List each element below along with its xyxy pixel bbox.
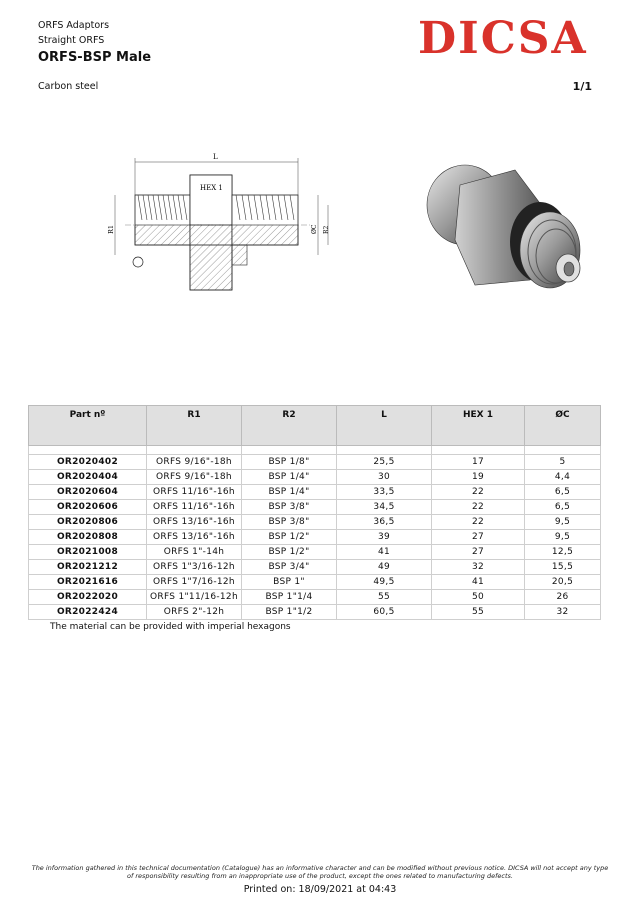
cell-r1: ORFS 9/16"-18h (147, 470, 242, 485)
cell-oc: 9,5 (525, 530, 601, 545)
cell-hex: 27 (432, 530, 525, 545)
company-logo: DICSA (418, 13, 588, 64)
cell-hex: 22 (432, 500, 525, 515)
hex-label: HEX 1 (200, 184, 223, 192)
table-header-row (29, 406, 601, 446)
cell-r1: ORFS 13/16"-16h (147, 515, 242, 530)
cell-l: 34,5 (337, 500, 432, 515)
cell-part: OR2020606 (29, 500, 147, 515)
table-row (29, 470, 601, 485)
cell-r1: ORFS 1"3/16-12h (147, 560, 242, 575)
page-number: 1/1 (572, 80, 592, 93)
technical-drawing (100, 150, 350, 300)
table-row (29, 515, 601, 530)
cell-r1: ORFS 9/16"-18h (147, 455, 242, 470)
cell-hex: 19 (432, 470, 525, 485)
cell-r1: ORFS 1"-14h (147, 545, 242, 560)
cell-l: 39 (337, 530, 432, 545)
cell-oc: 5 (525, 455, 601, 470)
disclaimer (30, 864, 610, 880)
col-part: Part nº (29, 406, 147, 446)
table-row (29, 575, 601, 590)
disclaimer-line-1: The information gathered in this technical documentation (Catalogue) has an informative character and can be modified without previous notice. DICSA will not accept any type (31, 864, 609, 872)
table-row (29, 590, 601, 605)
cell-r1: ORFS 1"7/16-12h (147, 575, 242, 590)
cell-oc: 9,5 (525, 515, 601, 530)
cell-r2: BSP 1/8" (242, 455, 337, 470)
cell-r1: ORFS 1"11/16-12h (147, 590, 242, 605)
cell-part: OR2022424 (29, 605, 147, 620)
table-spacer (29, 446, 601, 455)
cell-oc: 6,5 (525, 485, 601, 500)
cell-part: OR2020806 (29, 515, 147, 530)
page-title: ORFS-BSP Male (38, 50, 152, 65)
cell-l: 55 (337, 590, 432, 605)
col-r1: R1 (147, 406, 242, 446)
table-row (29, 530, 601, 545)
cell-l: 30 (337, 470, 432, 485)
cell-r2: BSP 1"1/4 (242, 590, 337, 605)
product-render (420, 150, 600, 300)
cell-l: 41 (337, 545, 432, 560)
cell-r1: ORFS 2"-12h (147, 605, 242, 620)
cell-part: OR2020604 (29, 485, 147, 500)
cell-part: OR2020402 (29, 455, 147, 470)
cell-oc: 15,5 (525, 560, 601, 575)
cell-l: 33,5 (337, 485, 432, 500)
cell-part: OR2020808 (29, 530, 147, 545)
table-row (29, 455, 601, 470)
table-row (29, 500, 601, 515)
cell-part: OR2022020 (29, 590, 147, 605)
cell-hex: 55 (432, 605, 525, 620)
cell-l: 49 (337, 560, 432, 575)
cell-r2: BSP 1" (242, 575, 337, 590)
cell-r2: BSP 3/4" (242, 560, 337, 575)
material-note: The material can be provided with imperial hexagons (50, 622, 291, 632)
catalog-category: ORFS Adaptors (38, 20, 110, 31)
cell-oc: 6,5 (525, 500, 601, 515)
cell-l: 36,5 (337, 515, 432, 530)
cell-oc: 12,5 (525, 545, 601, 560)
cell-r2: BSP 1/2" (242, 545, 337, 560)
col-oc: ØC (525, 406, 601, 446)
cell-hex: 50 (432, 590, 525, 605)
catalog-subcategory: Straight ORFS (38, 35, 105, 46)
r1-label: R1 (107, 224, 115, 234)
col-r2: R2 (242, 406, 337, 446)
col-hex1: HEX 1 (432, 406, 525, 446)
cell-part: OR2021212 (29, 560, 147, 575)
cell-r2: BSP 3/8" (242, 515, 337, 530)
cell-oc: 32 (525, 605, 601, 620)
cell-r2: BSP 3/8" (242, 500, 337, 515)
cell-oc: 26 (525, 590, 601, 605)
material-label: Carbon steel (38, 81, 99, 92)
cell-hex: 27 (432, 545, 525, 560)
cell-hex: 22 (432, 485, 525, 500)
table-row (29, 560, 601, 575)
dim-l-label: L (213, 153, 218, 161)
cell-r1: ORFS 13/16"-16h (147, 530, 242, 545)
cell-part: OR2021616 (29, 575, 147, 590)
oc-label: ØC (311, 224, 318, 234)
cell-hex: 17 (432, 455, 525, 470)
cell-hex: 32 (432, 560, 525, 575)
cell-r2: BSP 1/4" (242, 485, 337, 500)
cell-oc: 20,5 (525, 575, 601, 590)
cell-oc: 4,4 (525, 470, 601, 485)
table-row (29, 485, 601, 500)
cell-r2: BSP 1"1/2 (242, 605, 337, 620)
spec-table (28, 405, 601, 620)
cell-part: OR2021008 (29, 545, 147, 560)
cell-r1: ORFS 11/16"-16h (147, 485, 242, 500)
cell-l: 49,5 (337, 575, 432, 590)
cell-r2: BSP 1/2" (242, 530, 337, 545)
table-row (29, 605, 601, 620)
cell-hex: 22 (432, 515, 525, 530)
cell-part: OR2020404 (29, 470, 147, 485)
printed-date: Printed on: 18/09/2021 at 04:43 (243, 884, 397, 895)
table-row (29, 545, 601, 560)
cell-r1: ORFS 11/16"-16h (147, 500, 242, 515)
r2-label: R2 (323, 225, 330, 234)
cell-l: 25,5 (337, 455, 432, 470)
cell-hex: 41 (432, 575, 525, 590)
col-l: L (337, 406, 432, 446)
cell-l: 60,5 (337, 605, 432, 620)
cell-r2: BSP 1/4" (242, 470, 337, 485)
disclaimer-line-2: of responsibility resulting from an inappropriate use of the product, except the ones related to manufacturing defects. (127, 872, 513, 880)
